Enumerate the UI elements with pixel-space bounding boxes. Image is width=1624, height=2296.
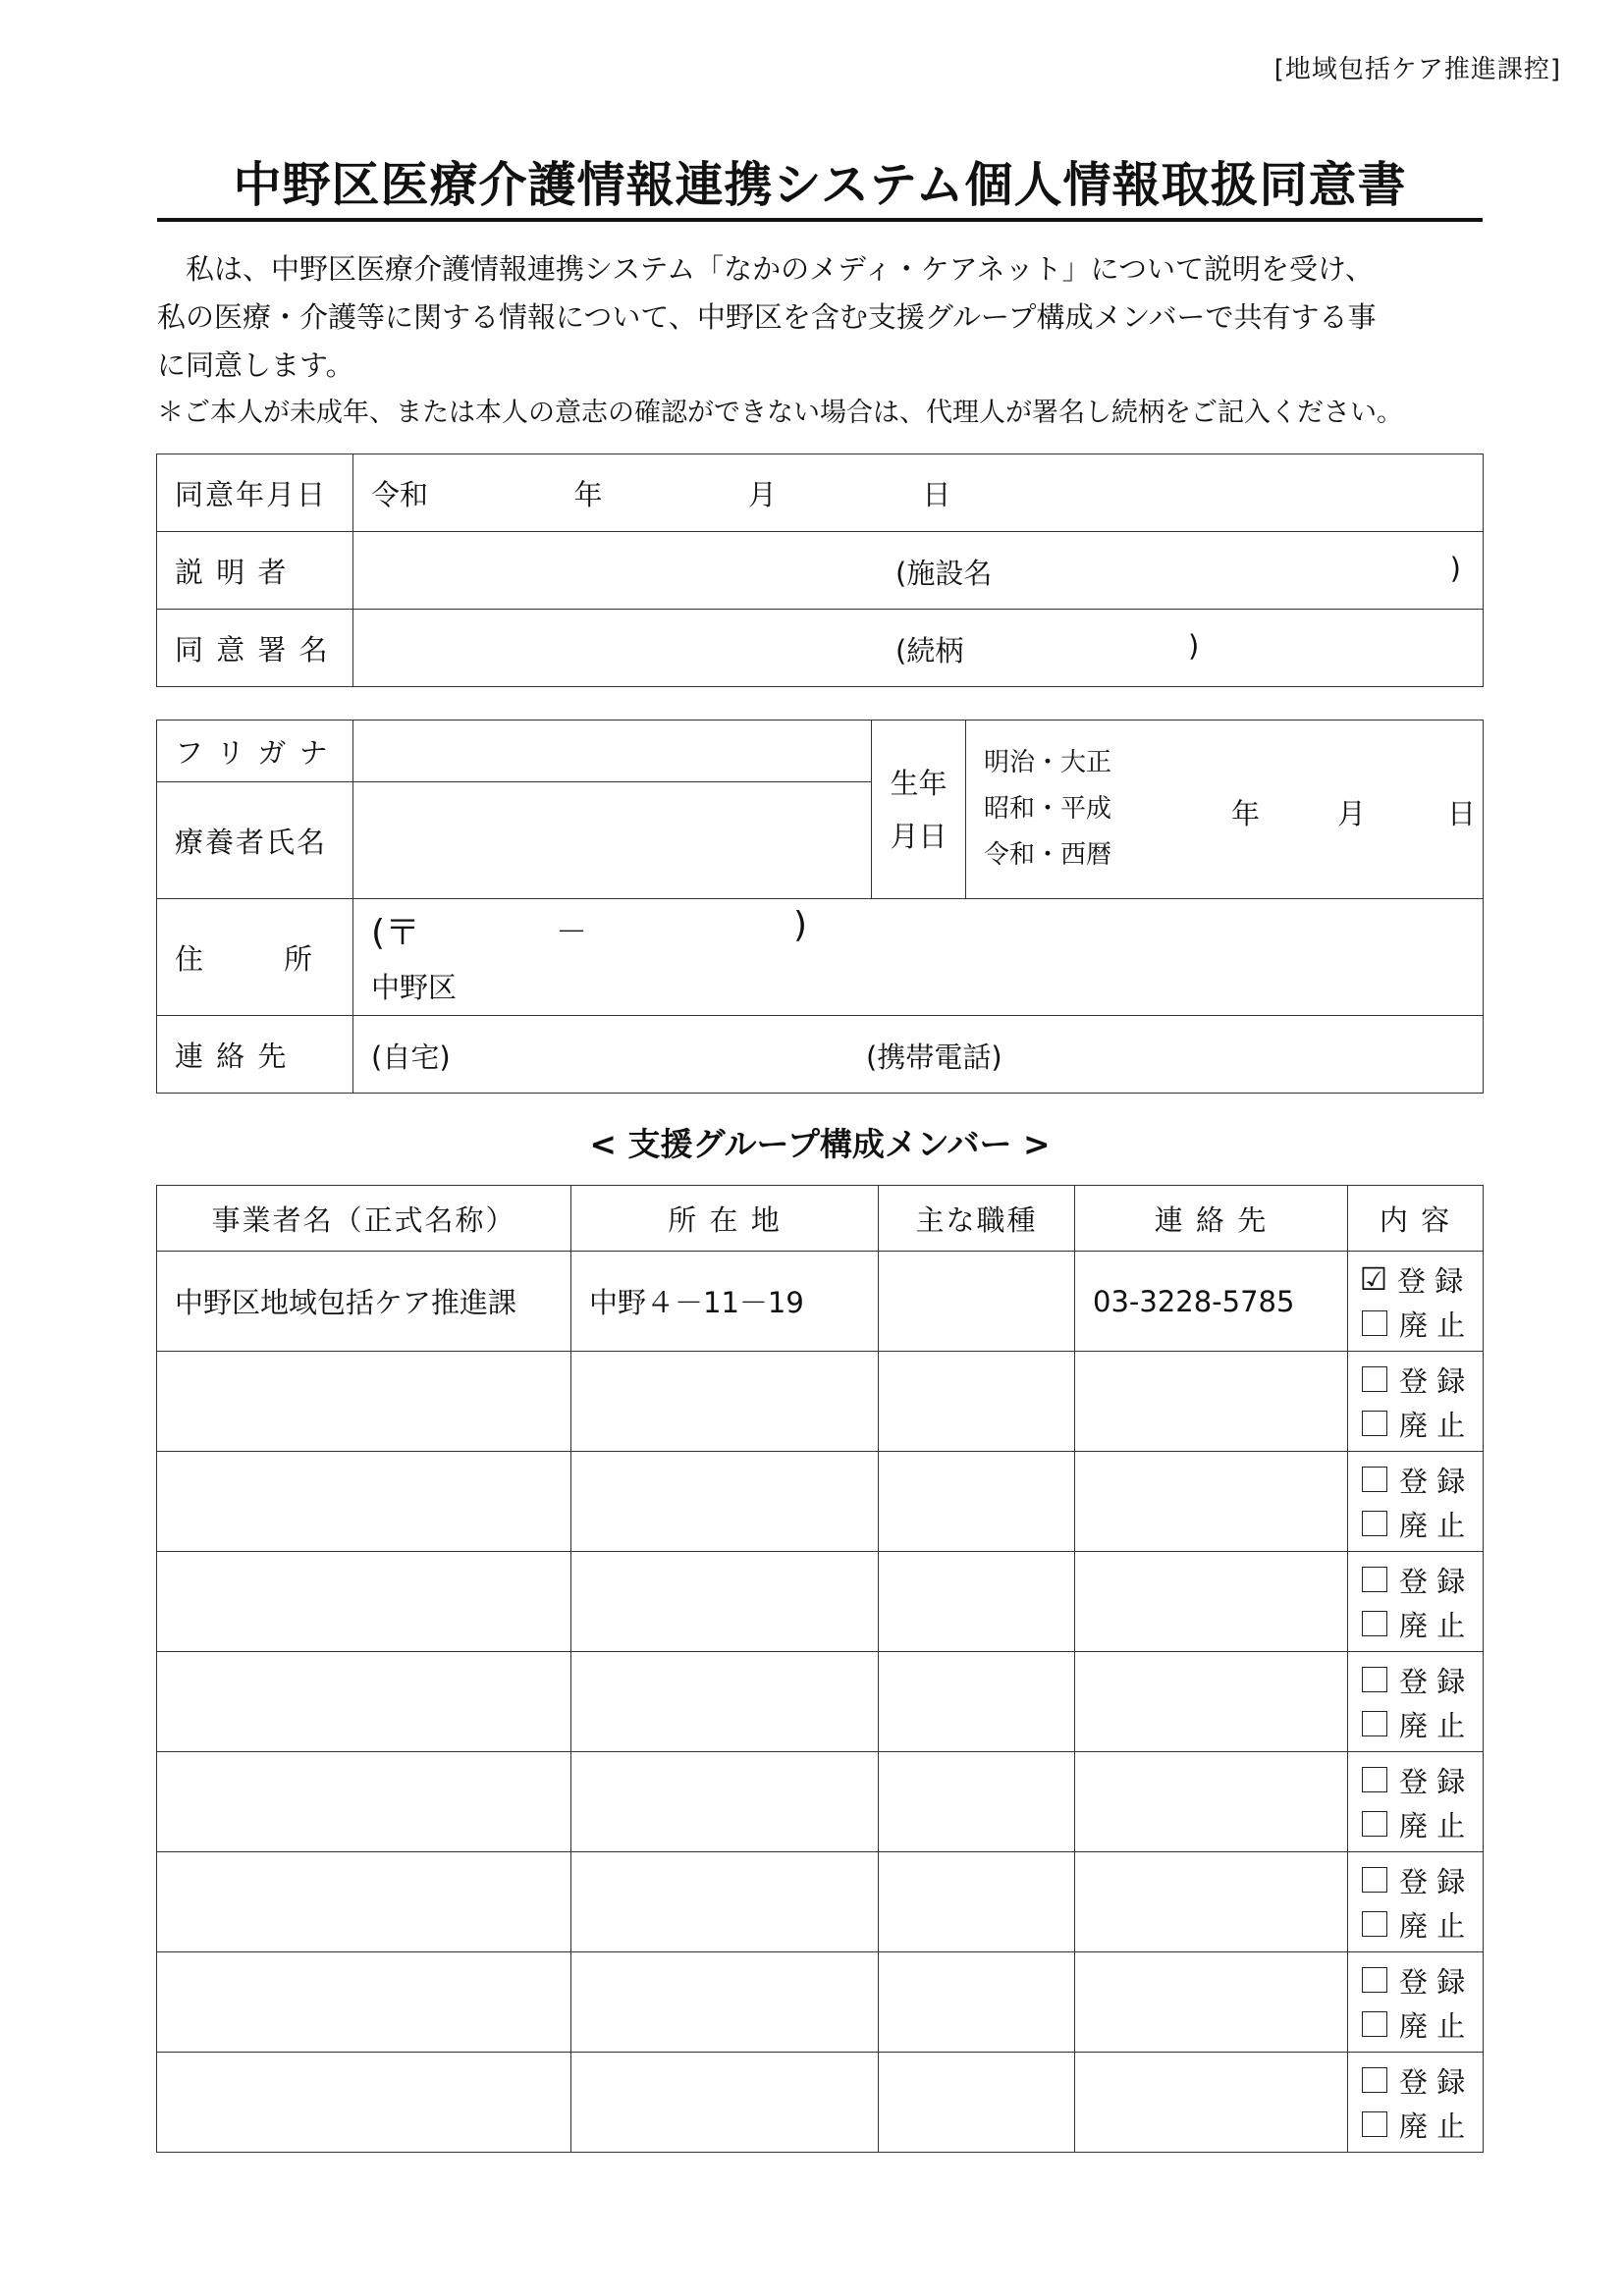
birth-label bbox=[872, 721, 966, 899]
register-label: 登 録 bbox=[1399, 1864, 1466, 1898]
table-row bbox=[157, 1952, 1484, 2053]
birth-eras-3: 令和・西暦 bbox=[984, 840, 1112, 870]
member-status-cell bbox=[1348, 1252, 1484, 1352]
consent-day: 日 bbox=[922, 477, 951, 511]
member-address-cell[interactable] bbox=[571, 1352, 879, 1452]
member-job-cell[interactable] bbox=[879, 1352, 1075, 1452]
birth-eras-2: 昭和・平成 bbox=[984, 794, 1112, 824]
cancel-checkbox[interactable] bbox=[1362, 1711, 1387, 1736]
register-label: 登 録 bbox=[1399, 1464, 1466, 1498]
member-job-cell[interactable] bbox=[879, 1252, 1075, 1352]
member-contact-cell[interactable] bbox=[1075, 1952, 1348, 2053]
birth-label-2: 月日 bbox=[890, 819, 947, 853]
register-option[interactable] bbox=[1362, 2058, 1483, 2103]
birth-eras-1: 明治・大正 bbox=[984, 748, 1112, 777]
member-name-cell[interactable] bbox=[157, 1952, 571, 2053]
cancel-checkbox[interactable] bbox=[1362, 1511, 1387, 1536]
member-address-cell[interactable] bbox=[571, 1752, 879, 1852]
member-contact-cell[interactable] bbox=[1075, 1652, 1348, 1752]
birth-day: 日 bbox=[1447, 797, 1477, 830]
furigana-field[interactable] bbox=[353, 721, 872, 782]
home-phone-label: (自宅) bbox=[371, 1041, 451, 1074]
furigana-row bbox=[157, 721, 1484, 782]
intro-text bbox=[157, 245, 1492, 390]
register-checkbox[interactable] bbox=[1362, 1767, 1387, 1792]
register-option[interactable] bbox=[1362, 1458, 1483, 1502]
cancel-label: 廃 止 bbox=[1399, 1508, 1466, 1542]
member-name-cell[interactable] bbox=[157, 1852, 571, 1952]
member-job-cell[interactable] bbox=[879, 1752, 1075, 1852]
cancel-checkbox[interactable] bbox=[1362, 1911, 1387, 1937]
member-name-cell[interactable] bbox=[157, 1652, 571, 1752]
cancel-label: 廃 止 bbox=[1399, 1708, 1466, 1742]
member-contact-cell[interactable] bbox=[1075, 2053, 1348, 2153]
department-label: [地域包括ケア推進課控] bbox=[1273, 55, 1561, 84]
table-row bbox=[157, 1752, 1484, 1852]
register-option[interactable] bbox=[1362, 1958, 1483, 2002]
member-status-cell bbox=[1348, 1552, 1484, 1652]
contact-row bbox=[157, 1016, 1484, 1094]
members-header-row bbox=[157, 1186, 1484, 1252]
register-checkbox[interactable] bbox=[1362, 1667, 1387, 1692]
member-address-cell[interactable]: 中野４－11－19 bbox=[571, 1252, 879, 1352]
address-field[interactable] bbox=[353, 899, 1484, 1016]
member-contact-cell[interactable] bbox=[1075, 1752, 1348, 1852]
header-business-name: 事業者名（正式名称） bbox=[157, 1186, 571, 1252]
member-job-cell[interactable] bbox=[879, 1652, 1075, 1752]
member-status-cell bbox=[1348, 1852, 1484, 1952]
member-job-cell[interactable] bbox=[879, 1852, 1075, 1952]
header-job-type: 主な職種 bbox=[879, 1186, 1075, 1252]
member-job-cell[interactable] bbox=[879, 1952, 1075, 2053]
cancel-option[interactable] bbox=[1362, 1702, 1483, 1746]
member-name-cell[interactable] bbox=[157, 1752, 571, 1852]
register-option[interactable] bbox=[1359, 1257, 1483, 1302]
cancel-option[interactable] bbox=[1362, 2103, 1483, 2147]
member-job-cell[interactable] bbox=[879, 2053, 1075, 2153]
explainer-row bbox=[157, 532, 1484, 610]
birth-label-1: 生年 bbox=[890, 766, 947, 800]
register-checkbox[interactable] bbox=[1362, 1867, 1387, 1893]
postal-dash: － bbox=[556, 913, 588, 950]
mobile-phone-label: (携帯電話) bbox=[866, 1041, 1002, 1074]
postal-open: (〒 bbox=[371, 913, 421, 953]
member-name-cell[interactable] bbox=[157, 1352, 571, 1452]
member-name-cell[interactable]: 中野区地域包括ケア推進課 bbox=[157, 1252, 571, 1352]
member-contact-cell[interactable] bbox=[1075, 1452, 1348, 1552]
title-underline bbox=[157, 218, 1483, 222]
member-contact-cell[interactable]: 03-3228-5785 bbox=[1075, 1252, 1348, 1352]
intro-line-1: 私は、中野区医療介護情報連携システム「なかのメディ・ケアネット」について説明を受け、 bbox=[157, 252, 1374, 286]
member-address-cell[interactable] bbox=[571, 1552, 879, 1652]
name-field[interactable] bbox=[353, 782, 872, 899]
table-row bbox=[157, 1552, 1484, 1652]
cancel-option[interactable] bbox=[1362, 1502, 1483, 1546]
cancel-label: 廃 止 bbox=[1399, 1608, 1466, 1642]
consent-year: 年 bbox=[573, 477, 603, 511]
member-name-cell[interactable] bbox=[157, 1452, 571, 1552]
explainer-label: 説 明 者 bbox=[157, 532, 353, 610]
section-title: < 支援グループ構成メンバー > bbox=[589, 1125, 1051, 1163]
relation-label: (続柄 bbox=[895, 634, 964, 667]
register-option[interactable] bbox=[1362, 1858, 1483, 1902]
member-address-cell[interactable] bbox=[571, 1452, 879, 1552]
register-checkbox[interactable] bbox=[1362, 1366, 1387, 1392]
intro-line-3: に同意します。 bbox=[157, 348, 354, 382]
proxy-note: ＊ご本人が未成年、または本人の意志の確認ができない場合は、代理人が署名し続柄をご記入ください。 bbox=[157, 398, 1403, 428]
members-table bbox=[156, 1185, 1484, 2153]
consent-date-field[interactable] bbox=[353, 454, 1484, 532]
member-job-cell[interactable] bbox=[879, 1452, 1075, 1552]
register-label: 登 録 bbox=[1399, 1363, 1466, 1398]
table-row bbox=[157, 1852, 1484, 1952]
signature-label: 同 意 署 名 bbox=[157, 610, 353, 687]
cancel-option[interactable] bbox=[1362, 1402, 1483, 1446]
address-label-1: 住 bbox=[175, 941, 206, 976]
cancel-option[interactable] bbox=[1362, 1902, 1483, 1947]
table-row bbox=[157, 1352, 1484, 1452]
signature-field[interactable] bbox=[353, 610, 1484, 687]
member-address-cell[interactable] bbox=[571, 1652, 879, 1752]
register-label: 登 録 bbox=[1399, 1764, 1466, 1798]
cancel-option[interactable] bbox=[1362, 2002, 1483, 2047]
intro-line-2: 私の医療・介護等に関する情報について、中野区を含む支援グループ構成メンバーで共有する事 bbox=[157, 300, 1377, 334]
facility-label: (施設名 bbox=[895, 557, 993, 590]
birth-month: 月 bbox=[1337, 797, 1367, 830]
member-name-cell[interactable] bbox=[157, 2053, 571, 2153]
register-option[interactable] bbox=[1362, 1658, 1483, 1702]
address-row bbox=[157, 899, 1484, 1016]
member-name-cell[interactable] bbox=[157, 1552, 571, 1652]
birth-year: 年 bbox=[1231, 797, 1261, 830]
cancel-label: 廃 止 bbox=[1399, 1308, 1466, 1342]
register-label: 登 録 bbox=[1399, 2064, 1466, 2099]
cancel-checkbox[interactable] bbox=[1362, 1611, 1387, 1636]
member-contact-cell[interactable] bbox=[1075, 1352, 1348, 1452]
cancel-checkbox[interactable] bbox=[1362, 1811, 1387, 1837]
address-label bbox=[157, 899, 353, 1016]
contact-field[interactable] bbox=[353, 1016, 1484, 1094]
page-title: 中野区医療介護情報連携システム個人情報取扱同意書 bbox=[233, 157, 1407, 213]
table-row bbox=[157, 1652, 1484, 1752]
relation-close: ) bbox=[1188, 629, 1200, 663]
consent-month: 月 bbox=[747, 477, 777, 511]
cancel-label: 廃 止 bbox=[1399, 1808, 1466, 1842]
member-job-cell[interactable] bbox=[879, 1552, 1075, 1652]
member-contact-cell[interactable] bbox=[1075, 1852, 1348, 1952]
cancel-label: 廃 止 bbox=[1399, 2109, 1466, 2143]
address-label-2: 所 bbox=[284, 941, 315, 976]
signature-row bbox=[157, 610, 1484, 687]
furigana-label: フ リ ガ ナ bbox=[157, 721, 353, 782]
header-contact: 連 絡 先 bbox=[1075, 1186, 1348, 1252]
table-row bbox=[157, 1252, 1484, 1352]
member-address-cell[interactable] bbox=[571, 1952, 879, 2053]
postal-close: ) bbox=[793, 905, 808, 945]
header-location: 所 在 地 bbox=[571, 1186, 879, 1252]
member-contact-cell[interactable] bbox=[1075, 1552, 1348, 1652]
header-content: 内 容 bbox=[1348, 1186, 1484, 1252]
cancel-label: 廃 止 bbox=[1399, 2008, 1466, 2043]
register-option[interactable] bbox=[1362, 1758, 1483, 1802]
member-address-cell[interactable] bbox=[571, 2053, 879, 2153]
register-option[interactable] bbox=[1362, 1358, 1483, 1402]
cancel-option[interactable] bbox=[1362, 1302, 1483, 1346]
member-status-cell bbox=[1348, 1652, 1484, 1752]
consent-era: 令和 bbox=[371, 477, 429, 511]
cancel-checkbox[interactable] bbox=[1362, 2011, 1387, 2037]
cancel-label: 廃 止 bbox=[1399, 1908, 1466, 1943]
member-status-cell bbox=[1348, 1952, 1484, 2053]
explainer-field[interactable] bbox=[353, 532, 1484, 610]
register-checkbox[interactable]: ☑ bbox=[1359, 1260, 1388, 1298]
cancel-checkbox[interactable] bbox=[1362, 2111, 1387, 2137]
register-option[interactable] bbox=[1362, 1558, 1483, 1602]
member-status-cell bbox=[1348, 1452, 1484, 1552]
member-status-cell bbox=[1348, 1352, 1484, 1452]
cancel-option[interactable] bbox=[1362, 1602, 1483, 1646]
consent-date-row bbox=[157, 454, 1484, 532]
cancel-checkbox[interactable] bbox=[1362, 1411, 1387, 1436]
member-status-cell bbox=[1348, 1752, 1484, 1852]
register-label: 登 録 bbox=[1397, 1263, 1464, 1298]
register-checkbox[interactable] bbox=[1362, 1967, 1387, 1993]
patient-table bbox=[156, 720, 1484, 1094]
contact-label: 連 絡 先 bbox=[157, 1016, 353, 1094]
cancel-checkbox[interactable] bbox=[1362, 1310, 1387, 1336]
birth-date-field[interactable] bbox=[966, 721, 1484, 899]
register-label: 登 録 bbox=[1399, 1664, 1466, 1698]
register-checkbox[interactable] bbox=[1362, 1567, 1387, 1592]
register-label: 登 録 bbox=[1399, 1564, 1466, 1598]
table-row bbox=[157, 2053, 1484, 2153]
consent-table bbox=[156, 454, 1484, 687]
consent-date-label: 同意年月日 bbox=[157, 454, 353, 532]
ward-name: 中野区 bbox=[371, 971, 458, 1004]
name-label: 療養者氏名 bbox=[157, 782, 353, 899]
member-address-cell[interactable] bbox=[571, 1852, 879, 1952]
member-status-cell bbox=[1348, 2053, 1484, 2153]
register-checkbox[interactable] bbox=[1362, 1467, 1387, 1492]
facility-close: ) bbox=[1449, 552, 1461, 585]
cancel-option[interactable] bbox=[1362, 1802, 1483, 1846]
register-label: 登 録 bbox=[1399, 1964, 1466, 1999]
register-checkbox[interactable] bbox=[1362, 2067, 1387, 2093]
cancel-label: 廃 止 bbox=[1399, 1408, 1466, 1442]
table-row bbox=[157, 1452, 1484, 1552]
